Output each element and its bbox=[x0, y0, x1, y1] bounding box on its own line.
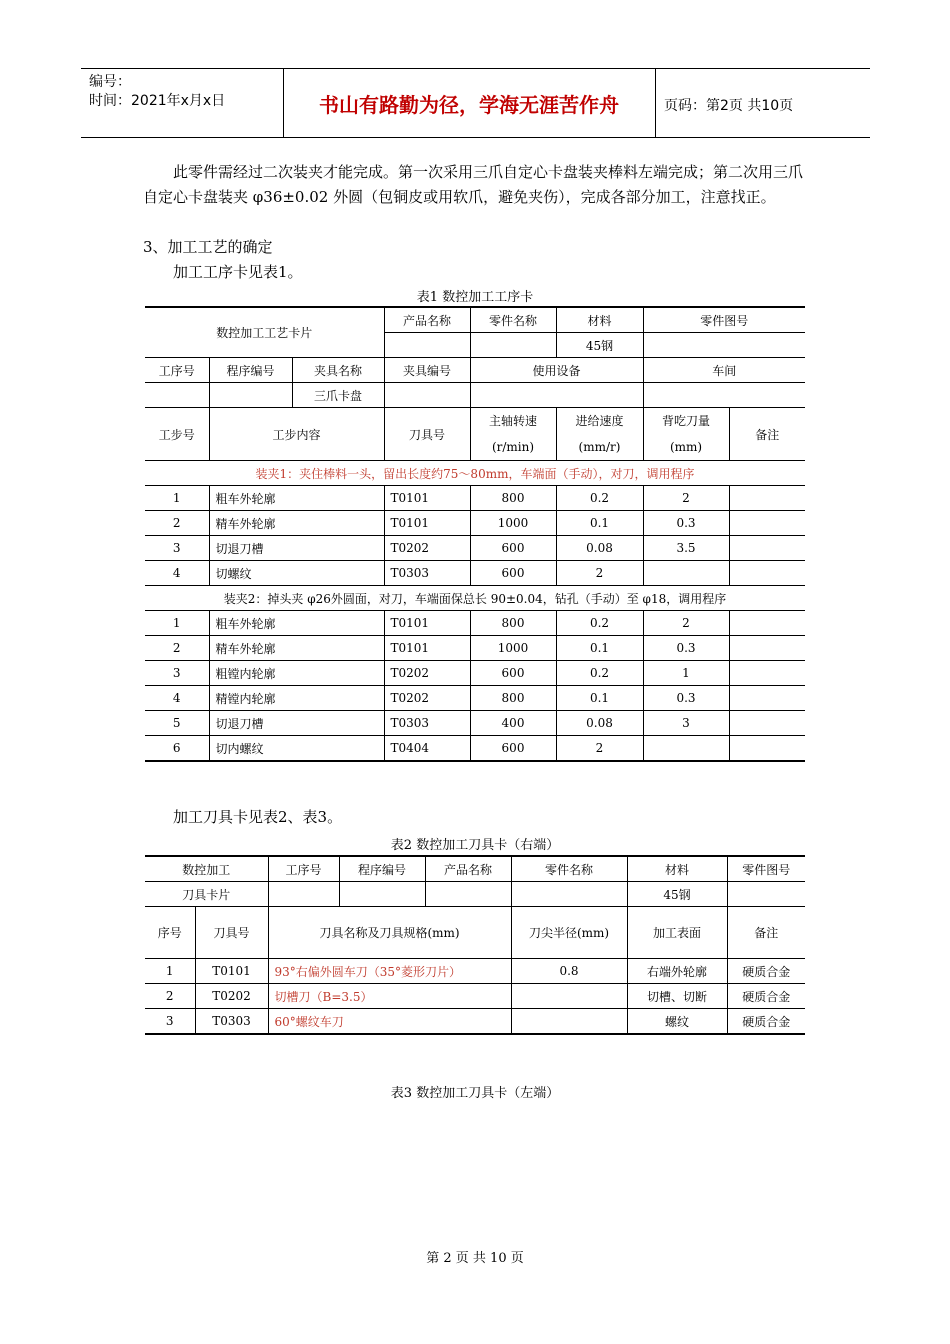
fixture-no-header: 夹具编号 bbox=[384, 358, 470, 383]
cut-depth-cell: 0.3 bbox=[643, 511, 729, 536]
table2-title-a: 数控加工 bbox=[145, 856, 268, 882]
t2-material-header: 材料 bbox=[627, 856, 727, 882]
page-footer: 第 2 页 共 10 页 bbox=[426, 1251, 524, 1266]
t2-tool-no-header: 刀具号 bbox=[195, 907, 268, 959]
table3-caption: 表3 数控加工刀具卡（左端） bbox=[390, 1086, 560, 1101]
feed-speed-cell: 0.2 bbox=[556, 611, 643, 636]
table-row bbox=[145, 711, 805, 736]
feed-speed-cell: 0.1 bbox=[556, 511, 643, 536]
t2-surface-header: 加工表面 bbox=[627, 907, 727, 959]
step-content-cell: 粗车外轮廓 bbox=[209, 486, 384, 511]
setup2-row: 装夹2：掉头夹 φ26外圆面，对刀，车端面保总长 90±0.04，钻孔（手动）至 φ18，调用程序 bbox=[145, 586, 805, 611]
spindle-speed-cell: 600 bbox=[470, 736, 556, 762]
seq-cell: 1 bbox=[145, 959, 195, 984]
tool-no-cell: T0404 bbox=[384, 736, 470, 762]
table-row bbox=[145, 561, 805, 586]
cut-depth-cell: 0.3 bbox=[643, 686, 729, 711]
tool-spec-cell: 93°右偏外圆车刀（35°菱形刀片） bbox=[268, 959, 511, 984]
cut-depth-cell bbox=[643, 736, 729, 762]
workshop-header: 车间 bbox=[643, 358, 805, 383]
remark-cell bbox=[729, 711, 805, 736]
product-name-value bbox=[384, 333, 470, 358]
step-no-cell: 4 bbox=[145, 686, 209, 711]
remark-cell bbox=[729, 511, 805, 536]
product-name-header: 产品名称 bbox=[384, 307, 470, 333]
cut-depth-cell bbox=[643, 561, 729, 586]
nose-radius-cell bbox=[511, 1009, 627, 1035]
spindle-speed-cell: 800 bbox=[470, 611, 556, 636]
tool-spec-cell: 切槽刀（B=3.5） bbox=[268, 984, 511, 1009]
code-label: 编号： bbox=[89, 74, 131, 90]
part-drawing-header: 零件图号 bbox=[643, 307, 805, 333]
tool-card-table bbox=[145, 855, 805, 1035]
header-page-label: 页码：第2页 共10页 bbox=[664, 98, 794, 114]
nose-radius-cell bbox=[511, 984, 627, 1009]
seq-cell: 3 bbox=[145, 1009, 195, 1035]
remark-cell: 硬质合金 bbox=[727, 984, 805, 1009]
step-content-cell: 切螺纹 bbox=[209, 561, 384, 586]
spindle-speed-cell: 400 bbox=[470, 711, 556, 736]
tool-no-cell: T0303 bbox=[195, 1009, 268, 1035]
remark-cell bbox=[729, 561, 805, 586]
step-content-header: 工步内容 bbox=[209, 408, 384, 461]
feed-speed-cell: 0.08 bbox=[556, 536, 643, 561]
page-header bbox=[81, 68, 870, 138]
spindle-speed-header bbox=[470, 408, 556, 461]
feed-speed-cell: 0.1 bbox=[556, 636, 643, 661]
t2-tool-spec-header: 刀具名称及刀具规格(mm) bbox=[268, 907, 511, 959]
t2-part-name-header: 零件名称 bbox=[511, 856, 627, 882]
table1-intro: 加工工序卡见表1。 bbox=[173, 263, 303, 281]
nose-radius-cell: 0.8 bbox=[511, 959, 627, 984]
step-no-cell: 1 bbox=[145, 486, 209, 511]
feed-speed-unit: (mm/r) bbox=[578, 440, 621, 454]
t2-part-name-value bbox=[511, 882, 627, 907]
step-no-cell: 6 bbox=[145, 736, 209, 762]
part-name-value bbox=[470, 333, 556, 358]
table1-caption: 表1 数控加工工序卡 bbox=[416, 290, 534, 305]
cut-depth-unit: (mm) bbox=[669, 440, 703, 454]
t2-product-name-header: 产品名称 bbox=[425, 856, 511, 882]
program-no-header: 程序编号 bbox=[209, 358, 292, 383]
step-content-cell: 切内螺纹 bbox=[209, 736, 384, 762]
spindle-speed-unit: (r/min) bbox=[491, 440, 535, 454]
fixture-name-header: 夹具名称 bbox=[292, 358, 384, 383]
time-label: 时间：2021年x月x日 bbox=[89, 93, 226, 109]
table-row bbox=[145, 486, 805, 511]
surface-cell: 螺纹 bbox=[627, 1009, 727, 1035]
table-row bbox=[145, 984, 805, 1009]
table-row bbox=[145, 661, 805, 686]
table-row bbox=[145, 686, 805, 711]
fixture-no-value bbox=[384, 383, 470, 408]
t2-process-no-header: 工序号 bbox=[268, 856, 339, 882]
step-content-cell: 精镗内轮廓 bbox=[209, 686, 384, 711]
feed-speed-cell: 0.2 bbox=[556, 661, 643, 686]
t2-remark-header: 备注 bbox=[727, 907, 805, 959]
feed-speed-cell: 2 bbox=[556, 736, 643, 762]
workshop-value bbox=[643, 383, 805, 408]
t2-part-drawing-value bbox=[727, 882, 805, 907]
spindle-speed-cell: 600 bbox=[470, 661, 556, 686]
table-row bbox=[145, 611, 805, 636]
cut-depth-cell: 2 bbox=[643, 486, 729, 511]
process-no-header: 工序号 bbox=[145, 358, 209, 383]
tool-no-cell: T0101 bbox=[384, 486, 470, 511]
remark-cell bbox=[729, 736, 805, 762]
spindle-speed-cell: 800 bbox=[470, 486, 556, 511]
paragraph: 此零件需经过二次装夹才能完成。第一次采用三爪自定心卡盘装夹棒料左端完成；第二次用三爪自定心卡盘装夹 φ36±0.02 外圆（包铜皮或用软爪，避免夹伤），完成各部分加工，注意找正。 bbox=[143, 163, 804, 206]
setup1-row: 装夹1：夹住棒料一头，留出长度约75～80mm，车端面（手动），对刀，调用程序 bbox=[145, 461, 805, 486]
step-content-cell: 精车外轮廓 bbox=[209, 636, 384, 661]
cut-depth-cell: 1 bbox=[643, 661, 729, 686]
equipment-value bbox=[470, 383, 643, 408]
remark-cell bbox=[729, 611, 805, 636]
remark-cell: 硬质合金 bbox=[727, 959, 805, 984]
spindle-speed-cell: 600 bbox=[470, 536, 556, 561]
equipment-header: 使用设备 bbox=[470, 358, 643, 383]
table-row bbox=[145, 959, 805, 984]
surface-cell: 切槽、切断 bbox=[627, 984, 727, 1009]
section-heading: 3、加工工艺的确定 bbox=[143, 238, 273, 256]
table-row bbox=[145, 1009, 805, 1035]
step-no-cell: 2 bbox=[145, 636, 209, 661]
tool-no-cell: T0101 bbox=[384, 611, 470, 636]
step-no-cell: 1 bbox=[145, 611, 209, 636]
t2-process-no-value bbox=[268, 882, 339, 907]
header-divider bbox=[655, 69, 656, 137]
spindle-speed-label: 主轴转速 bbox=[488, 414, 537, 428]
t2-material-value: 45钢 bbox=[627, 882, 727, 907]
step-no-header: 工步号 bbox=[145, 408, 209, 461]
cut-depth-header bbox=[643, 408, 729, 461]
tool-no-cell: T0202 bbox=[195, 984, 268, 1009]
header-left bbox=[89, 73, 225, 111]
t2-part-drawing-header: 零件图号 bbox=[727, 856, 805, 882]
t2-program-no-header: 程序编号 bbox=[339, 856, 425, 882]
remark-cell: 硬质合金 bbox=[727, 1009, 805, 1035]
table-row bbox=[145, 536, 805, 561]
t2-nose-radius-header: 刀尖半径(mm) bbox=[511, 907, 627, 959]
remark-header: 备注 bbox=[729, 408, 805, 461]
part-name-header: 零件名称 bbox=[470, 307, 556, 333]
cut-depth-cell: 3 bbox=[643, 711, 729, 736]
part-drawing-value bbox=[643, 333, 805, 358]
material-value: 45钢 bbox=[556, 333, 643, 358]
remark-cell bbox=[729, 636, 805, 661]
remark-cell bbox=[729, 686, 805, 711]
feed-speed-label: 进给速度 bbox=[575, 414, 624, 428]
cut-depth-cell: 0.3 bbox=[643, 636, 729, 661]
table-row bbox=[145, 511, 805, 536]
surface-cell: 右端外轮廓 bbox=[627, 959, 727, 984]
cut-depth-cell: 2 bbox=[643, 611, 729, 636]
tool-no-header: 刀具号 bbox=[384, 408, 470, 461]
fixture-name-value: 三爪卡盘 bbox=[292, 383, 384, 408]
header-motto: 书山有路勤为径，学海无涯苦作舟 bbox=[319, 92, 619, 117]
feed-speed-cell: 0.1 bbox=[556, 686, 643, 711]
tool-no-cell: T0101 bbox=[384, 511, 470, 536]
remark-cell bbox=[729, 661, 805, 686]
table1-title: 数控加工工艺卡片 bbox=[145, 307, 384, 358]
tool-no-cell: T0202 bbox=[384, 661, 470, 686]
step-content-cell: 切退刀槽 bbox=[209, 711, 384, 736]
cut-depth-label: 背吃刀量 bbox=[661, 414, 710, 428]
material-header: 材料 bbox=[556, 307, 643, 333]
feed-speed-cell: 2 bbox=[556, 561, 643, 586]
step-no-cell: 5 bbox=[145, 711, 209, 736]
table2-title-b: 刀具卡片 bbox=[145, 882, 268, 907]
table-row bbox=[145, 636, 805, 661]
t2-program-no-value bbox=[339, 882, 425, 907]
remark-cell bbox=[729, 536, 805, 561]
step-content-cell: 粗车外轮廓 bbox=[209, 611, 384, 636]
step-content-cell: 粗镗内轮廓 bbox=[209, 661, 384, 686]
feed-speed-cell: 0.2 bbox=[556, 486, 643, 511]
tool-no-cell: T0101 bbox=[195, 959, 268, 984]
step-no-cell: 3 bbox=[145, 536, 209, 561]
spindle-speed-cell: 1000 bbox=[470, 511, 556, 536]
tool-spec-cell: 60°螺纹车刀 bbox=[268, 1009, 511, 1035]
spindle-speed-cell: 600 bbox=[470, 561, 556, 586]
feed-speed-cell: 0.08 bbox=[556, 711, 643, 736]
spindle-speed-cell: 1000 bbox=[470, 636, 556, 661]
seq-cell: 2 bbox=[145, 984, 195, 1009]
tool-no-cell: T0303 bbox=[384, 711, 470, 736]
program-no-value bbox=[209, 383, 292, 408]
tool-no-cell: T0101 bbox=[384, 636, 470, 661]
step-content-cell: 切退刀槽 bbox=[209, 536, 384, 561]
tool-no-cell: T0202 bbox=[384, 536, 470, 561]
step-no-cell: 3 bbox=[145, 661, 209, 686]
table23-intro: 加工刀具卡见表2、表3。 bbox=[173, 808, 343, 826]
process-card-table bbox=[145, 306, 805, 762]
cut-depth-cell: 3.5 bbox=[643, 536, 729, 561]
table-row bbox=[145, 736, 805, 762]
spindle-speed-cell: 800 bbox=[470, 686, 556, 711]
step-content-cell: 精车外轮廓 bbox=[209, 511, 384, 536]
t2-seq-header: 序号 bbox=[145, 907, 195, 959]
step-no-cell: 4 bbox=[145, 561, 209, 586]
t2-product-name-value bbox=[425, 882, 511, 907]
tool-no-cell: T0303 bbox=[384, 561, 470, 586]
tool-no-cell: T0202 bbox=[384, 686, 470, 711]
table2-caption: 表2 数控加工刀具卡（右端） bbox=[390, 838, 560, 853]
remark-cell bbox=[729, 486, 805, 511]
process-no-value bbox=[145, 383, 209, 408]
step-no-cell: 2 bbox=[145, 511, 209, 536]
feed-speed-header bbox=[556, 408, 643, 461]
